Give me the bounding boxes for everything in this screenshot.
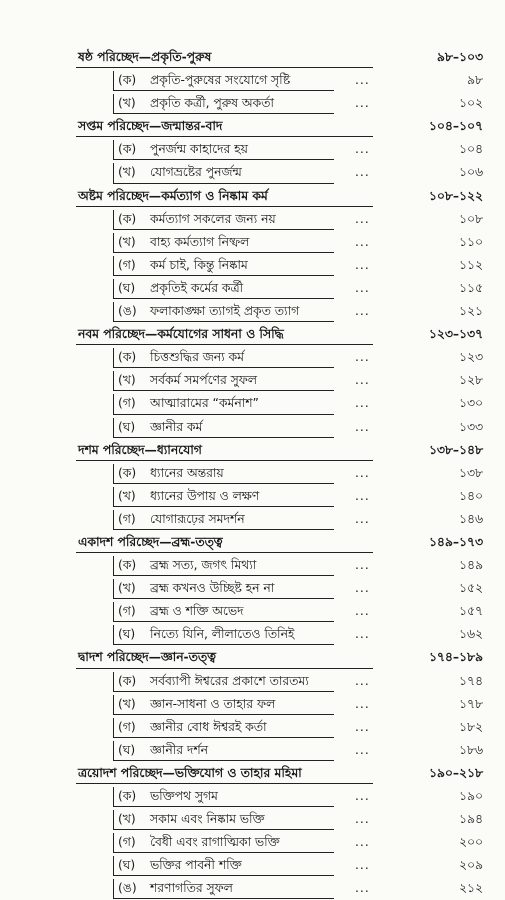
section-marker: (খ): [118, 234, 136, 249]
chapter-underline: [76, 460, 373, 461]
page-number: ১২১: [459, 304, 483, 319]
chapter-title: ষষ্ঠ পরিচ্ছেদ—প্রকৃতি-পুরুষ: [78, 50, 212, 64]
section-entry: [0, 785, 505, 808]
chapter-title: নবম পরিচ্ছেদ—কর্মযোগের সাধনা ও সিদ্ধি: [78, 327, 284, 342]
leader-dots: ...: [355, 73, 370, 88]
section-title: ব্রহ্ম সত্য, জগৎ মিথ্যা: [150, 558, 257, 573]
leader-dots: ...: [355, 673, 370, 688]
page-number: ১৪০: [459, 488, 483, 503]
section-entry: [0, 854, 505, 877]
page-number: ১৫৭: [459, 604, 483, 619]
leader-dots: ...: [355, 396, 370, 411]
page-number: ১৫২: [459, 581, 483, 596]
leader-dots: ...: [355, 96, 370, 111]
section-entry: [0, 670, 505, 693]
section-marker: (গ): [118, 835, 136, 850]
page-number: ১০৮: [459, 211, 483, 226]
page-number: ১৭৪: [459, 673, 483, 688]
page-number: ১৪৯: [459, 558, 483, 573]
section-title: প্রকৃতি-পুরুষের সংযোগে সৃষ্টি: [150, 73, 291, 88]
section-marker: (গ): [118, 396, 136, 411]
chapter-heading: [0, 323, 505, 346]
section-title: ধ্যানের উপায় ও লক্ষণ: [150, 488, 260, 503]
section-marker: (ঘ): [118, 627, 136, 642]
page-number: ১২৩: [459, 350, 483, 365]
section-bracket-line: [113, 741, 334, 761]
page-number: ১১৫: [459, 280, 483, 295]
section-title: আত্মারামের “কর্মনাশ”: [150, 396, 259, 411]
page-number: ১৩০: [459, 396, 483, 411]
section-title: ব্রহ্ম ও শক্তি অভেদ: [150, 604, 244, 619]
section-marker: (গ): [118, 719, 136, 734]
chapter-underline: [76, 136, 373, 137]
section-marker: (ক): [118, 558, 137, 573]
section-marker: (খ): [118, 581, 136, 596]
section-entry: [0, 462, 505, 485]
chapter-heading: [0, 115, 505, 138]
leader-dots: ...: [355, 812, 370, 827]
chapter-underline: [76, 206, 373, 207]
leader-dots: ...: [355, 373, 370, 388]
section-marker: (ঘ): [118, 419, 136, 434]
section-entry: [0, 554, 505, 577]
section-entry: [0, 300, 505, 323]
section-entry: [0, 600, 505, 623]
section-entry: [0, 485, 505, 508]
section-title: জ্ঞানীর কর্ম: [150, 419, 203, 434]
section-entry: [0, 739, 505, 762]
section-entry: [0, 69, 505, 92]
leader-dots: ...: [355, 511, 370, 526]
page-range: ১৪৯–১৭৩: [428, 534, 483, 549]
section-marker: (ঘ): [118, 742, 136, 757]
leader-dots: ...: [355, 257, 370, 272]
page-number: ১২৮: [459, 373, 483, 388]
page-range: ৯৮–১০৩: [436, 50, 483, 64]
chapter-heading: [0, 439, 505, 462]
section-title: শরণাগতির সুফল: [150, 881, 233, 896]
page-number: ১৮৬: [459, 742, 483, 757]
chapter-underline: [76, 67, 373, 68]
leader-dots: ...: [355, 142, 370, 157]
page-number: ১৩৮: [459, 465, 483, 480]
section-entry: [0, 577, 505, 600]
page-range: ১২৩–১৩৭: [428, 327, 483, 342]
section-marker: (ক): [118, 789, 137, 803]
leader-dots: ...: [355, 835, 370, 850]
section-entry: [0, 231, 505, 254]
section-marker: (খ): [118, 373, 136, 388]
section-title: ধ্যানের অন্তরায়: [150, 465, 224, 480]
page-range: ১০৪–১০৭: [428, 119, 483, 134]
section-title: ভক্তির পাবনী শক্তি: [150, 858, 242, 873]
table-of-contents: [0, 46, 505, 900]
section-title: চিত্তশুদ্ধির জন্য কর্ম: [150, 350, 244, 365]
section-title: ফলাকাঙ্ক্ষা ত্যাগই প্রকৃত ত্যাগ: [150, 304, 300, 319]
leader-dots: ...: [355, 465, 370, 480]
page-range: ১০৮–১২২: [428, 188, 483, 203]
leader-dots: ...: [355, 280, 370, 295]
section-title: বৈধী এবং রাগাত্মিকা ভক্তি: [150, 835, 280, 850]
page-number: ২০৯: [459, 858, 483, 873]
section-marker: (গ): [118, 257, 136, 272]
section-marker: (ক): [118, 73, 137, 88]
section-title: জ্ঞানীর দর্শন: [150, 742, 208, 757]
section-marker: (গ): [118, 604, 136, 619]
section-marker: (খ): [118, 96, 136, 111]
section-entry: [0, 716, 505, 739]
section-title: জ্ঞান-সাধনা ও তাহার ফল: [150, 696, 276, 711]
section-marker: (ঘ): [118, 858, 136, 873]
section-entry: [0, 416, 505, 439]
chapter-underline: [76, 344, 373, 345]
section-marker: (খ): [118, 488, 136, 503]
section-entry: [0, 369, 505, 392]
section-title: পুনর্জন্ম কাহাদের হয়: [150, 142, 248, 157]
section-entry: [0, 161, 505, 184]
section-entry: [0, 508, 505, 531]
leader-dots: ...: [355, 881, 370, 896]
page-number: ১৪৬: [459, 511, 483, 526]
chapter-title: দ্বাদশ পরিচ্ছেদ—জ্ঞান-তত্ত্ব: [78, 650, 216, 665]
chapter-underline: [76, 552, 373, 553]
chapter-title: ত্রয়োদশ পরিচ্ছেদ—ভক্তিযোগ ও তাহার মহিমা: [78, 765, 302, 780]
page-number: ৯৮: [467, 73, 483, 88]
chapter-title: সপ্তম পরিচ্ছেদ—জন্মান্তর-বাদ: [78, 119, 223, 134]
section-marker: (খ): [118, 812, 136, 827]
section-title: জ্ঞানীর বোধ ঈশ্বরই কর্তা: [150, 719, 267, 734]
leader-dots: ...: [355, 581, 370, 596]
page-number: ১০২: [459, 96, 483, 111]
section-entry: [0, 346, 505, 369]
leader-dots: ...: [355, 627, 370, 642]
chapter-heading: [0, 531, 505, 554]
chapter-heading: [0, 762, 505, 785]
section-title: ভক্তিপথ সুগম: [150, 789, 218, 803]
page-number: ২০০: [459, 835, 483, 850]
section-title: বাহ্য কর্মত্যাগ নিষ্ফল: [150, 234, 250, 249]
chapter-underline: [76, 668, 373, 669]
leader-dots: ...: [355, 211, 370, 226]
section-entry: [0, 277, 505, 300]
chapter-heading: [0, 646, 505, 669]
section-marker: (ঙ): [118, 881, 137, 896]
page-number: ২১২: [459, 881, 483, 896]
page-number: ১৮২: [459, 719, 483, 734]
section-title: প্রকৃতি কর্ত্রী, পুরুষ অকর্তা: [150, 96, 274, 111]
section-title: ব্রহ্ম কখনও উচ্ছিষ্ট হন না: [150, 581, 275, 596]
chapter-underline: [76, 783, 373, 784]
section-marker: (ক): [118, 673, 137, 688]
page-number: ১০৪: [459, 142, 483, 157]
section-entry: [0, 92, 505, 115]
section-title: নিত্যে যিনি, লীলাতেও তিনিই: [150, 627, 295, 642]
section-entry: [0, 623, 505, 646]
section-title: সকাম এবং নিষ্কাম ভক্তি: [150, 812, 265, 827]
page-number: ১৭৮: [459, 696, 483, 711]
section-marker: (ক): [118, 211, 137, 226]
leader-dots: ...: [355, 789, 370, 803]
page-number: ১৩৩: [459, 419, 483, 434]
leader-dots: ...: [355, 419, 370, 434]
section-marker: (গ): [118, 511, 136, 526]
section-entry: [0, 831, 505, 854]
section-entry: [0, 208, 505, 231]
page-number: ১০৬: [459, 165, 483, 180]
section-marker: (ক): [118, 142, 137, 157]
leader-dots: ...: [355, 719, 370, 734]
section-marker: (ঘ): [118, 280, 136, 295]
chapter-title: দশম পরিচ্ছেদ—ধ্যানযোগ: [78, 442, 202, 457]
leader-dots: ...: [355, 604, 370, 619]
section-title: সর্বব্যাপী ঈশ্বরের প্রকাশে তারতম্য: [150, 673, 309, 688]
section-title: কর্ম চাই, কিন্তু নিষ্কাম: [150, 257, 248, 272]
page-number: ১১২: [459, 257, 483, 272]
section-entry: [0, 808, 505, 831]
leader-dots: ...: [355, 304, 370, 319]
leader-dots: ...: [355, 165, 370, 180]
section-marker: (ঙ): [118, 304, 137, 319]
section-entry: [0, 138, 505, 161]
section-entry: [0, 693, 505, 716]
leader-dots: ...: [355, 742, 370, 757]
chapter-heading: [0, 46, 505, 69]
chapter-title: অষ্টম পরিচ্ছেদ—কর্মত্যাগ ও নিষ্কাম কর্ম: [78, 188, 268, 203]
chapter-title: একাদশ পরিচ্ছেদ—ব্রহ্ম-তত্ত্ব: [78, 534, 223, 549]
section-marker: (খ): [118, 696, 136, 711]
leader-dots: ...: [355, 558, 370, 573]
page-number: ১১০: [459, 234, 483, 249]
page-range: ১৯০–২১৮: [428, 765, 483, 780]
leader-dots: ...: [355, 858, 370, 873]
leader-dots: ...: [355, 234, 370, 249]
section-title: কর্মত্যাগ সকলের জন্য নয়: [150, 211, 276, 226]
section-title: যোগারূঢ়ের সমদর্শন: [150, 511, 245, 526]
leader-dots: ...: [355, 350, 370, 365]
page-number: ১৯০: [459, 789, 483, 803]
section-entry: [0, 877, 505, 900]
section-title: যোগভ্রষ্টের পুনর্জন্ম: [150, 165, 242, 180]
chapter-heading: [0, 185, 505, 208]
section-title: প্রকৃতিই কর্মের কর্ত্রী: [150, 280, 244, 295]
leader-dots: ...: [355, 696, 370, 711]
page-range: ১৭৪–১৮৯: [428, 650, 483, 665]
leader-dots: ...: [355, 488, 370, 503]
section-entry: [0, 392, 505, 415]
section-bracket-line: [113, 418, 334, 438]
page-number: ১৬২: [459, 627, 483, 642]
section-marker: (ক): [118, 350, 137, 365]
section-entry: [0, 254, 505, 277]
section-bracket-line: [113, 787, 334, 807]
section-marker: (ক): [118, 465, 137, 480]
section-title: সর্বকর্ম সমর্পণের সুফল: [150, 373, 257, 388]
page-number: ১৯৪: [459, 812, 483, 827]
section-marker: (খ): [118, 165, 136, 180]
page-range: ১৩৮–১৪৮: [428, 442, 483, 457]
